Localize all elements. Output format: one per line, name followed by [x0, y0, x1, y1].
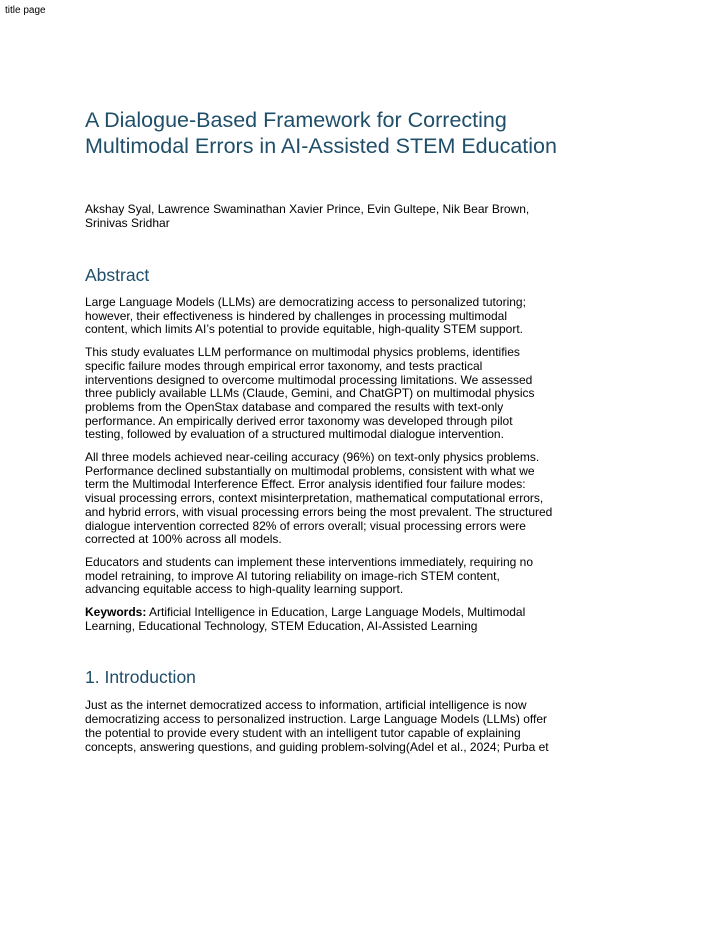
author-list: Akshay Syal, Lawrence Swaminathan Xavier Prince, Evin Gultepe, Nik Bear Brown, Srinivas Sridhar	[85, 202, 530, 230]
abstract-paragraph: Educators and students can implement these interventions immediately, requiring no model retraining, to improve AI tutoring reliability on image-rich STEM content, advancing equitable access to high-quality learning support.	[85, 554, 534, 597]
introduction-body	[85, 699, 630, 754]
paper-page	[85, 107, 630, 754]
abstract-paragraph: All three models achieved near-ceiling accuracy (96%) on text-only physics problems. Performance declined substantially on multimodal problems, consistent with what we term the Multimodal Interference Effect. Error analysis identified four failure modes: visual processing errors, context misinterpretation, mathematical computational errors, and hybrid errors, with visual processing errors being the most prevalent. The structured dialogue intervention corrected 82% of errors overall; visual processing errors were corrected at 100% across all models.	[85, 450, 553, 547]
keywords-label: Keywords:	[85, 605, 147, 620]
abstract-heading: Abstract	[85, 265, 150, 285]
keywords-line	[85, 606, 630, 633]
abstract-paragraph: This study evaluates LLM performance on multimodal physics problems, identifies specific failure modes through empirical error taxonomy, and tests practical interventions designed to overcome multimodal processing limitations. We assessed three publicly available LLMs (Claude, Gemini, and ChatGPT) on multimodal physics problems from the OpenStax database and compared the results with text-only performance. An empirically derived error taxonomy was developed through pilot testing, followed by evaluation of a structured multimodal dialogue intervention.	[85, 345, 535, 442]
abstract-paragraph: Large Language Models (LLMs) are democratizing access to personalized tutoring; however, their effectiveness is hindered by challenges in processing multimodal content, which limits AI’s potential to provide equitable, high-quality STEM support.	[85, 295, 526, 337]
paper-title: A Dialogue-Based Framework for Correcting Multimodal Errors in AI-Assisted STEM Education	[85, 108, 557, 158]
introduction-heading: 1. Introduction	[85, 667, 196, 688]
keywords-text: Artificial Intelligence in Education, Large Language Models, Multimodal Learning, Educational Technology, STEM Education, AI-Assisted Learning	[85, 605, 526, 633]
running-header-label: title page	[5, 5, 46, 16]
abstract-body	[85, 296, 630, 633]
introduction-paragraph: Just as the internet democratized access to information, artificial intelligence is now democratizing access to personalized instruction. Large Language Models (LLMs) offer the potential to provide every student with an intelligent tutor capable of explaining concepts, answering questions, and guiding problem-solving(Adel et al., 2024; Purba et	[85, 698, 549, 754]
